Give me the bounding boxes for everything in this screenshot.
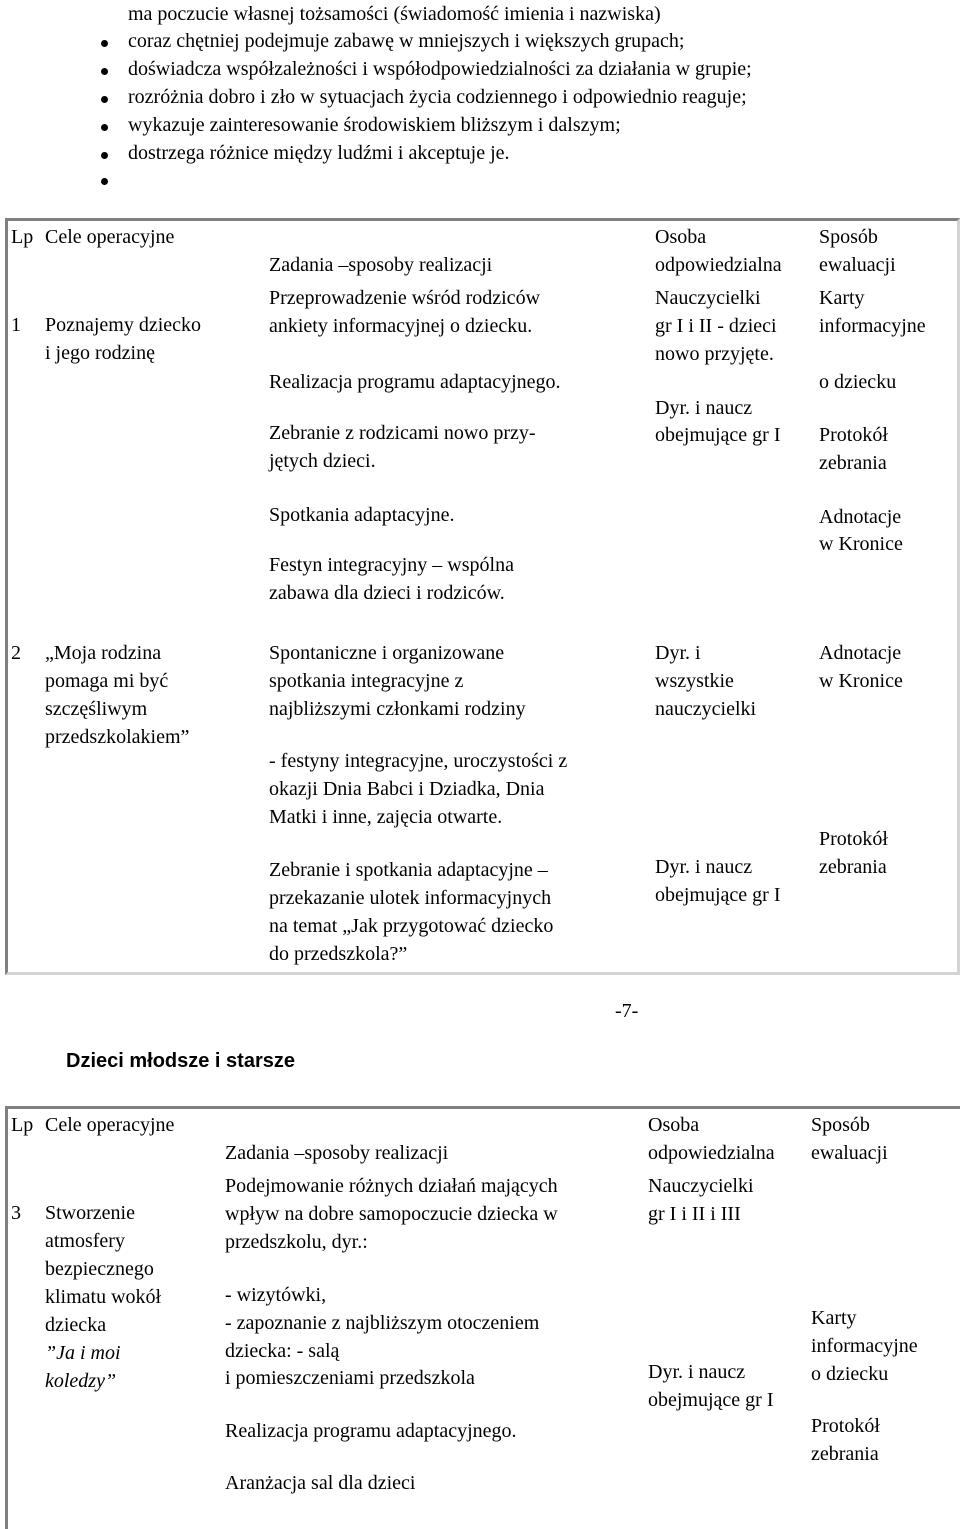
list-item: dostrzega różnice między ludźmi i akceptuje je.	[128, 142, 510, 164]
row3-task: Realizacja programu adaptacyjnego.	[225, 1420, 517, 1442]
row2-task: najbliższymi członkami rodziny	[269, 698, 526, 720]
bullet-icon	[101, 40, 108, 47]
row1-person: Dyr. i naucz	[655, 397, 753, 419]
row1-person: nowo przyjęte.	[655, 343, 774, 365]
row2-person: Dyr. i naucz	[655, 856, 753, 878]
row3-task: Podejmowanie różnych działań mających	[225, 1175, 558, 1197]
row1-eval: Adnotacje	[819, 506, 902, 528]
bullet-icon	[101, 178, 108, 185]
row3-task: wpływ na dobre samopoczucie dziecka w	[225, 1203, 558, 1225]
bullet-icon	[101, 68, 108, 75]
row3-person: Nauczycielki	[648, 1175, 754, 1197]
row1-task: Festyn integracyjny – wspólna	[269, 554, 514, 576]
header-person: Osoba	[655, 226, 707, 248]
t2-header-person-2: odpowiedzialna	[648, 1142, 775, 1164]
bullet-icon	[101, 152, 108, 159]
row2-eval: Protokół	[819, 828, 888, 850]
row1-eval: zebrania	[819, 452, 887, 474]
row3-eval: o dziecku	[811, 1363, 889, 1385]
row2-person: obejmujące gr I	[655, 884, 781, 906]
row3-person: obejmujące gr I	[648, 1389, 774, 1411]
bullet-icon	[101, 96, 108, 103]
row3-task: przedszkolu, dyr.:	[225, 1231, 368, 1253]
header-lp: Lp	[11, 226, 34, 248]
row3-goal: Stworzenie	[45, 1202, 135, 1224]
row3-eval: Protokół	[811, 1415, 880, 1437]
row3-goal: atmosfery	[45, 1230, 125, 1252]
row3-task: Aranżacja sal dla dzieci	[225, 1472, 416, 1494]
t2-header-person: Osoba	[648, 1114, 700, 1136]
row1-task: Realizacja programu adaptacyjnego.	[269, 371, 561, 393]
row1-goal: Poznajemy dziecko	[45, 314, 202, 336]
row3-person: Dyr. i naucz	[648, 1361, 746, 1383]
t2-header-lp: Lp	[11, 1114, 34, 1136]
row3-task: - wizytówki,	[225, 1284, 327, 1306]
header-tasks: Zadania –sposoby realizacji	[269, 254, 493, 276]
t2-header-goals: Cele operacyjne	[45, 1114, 175, 1136]
row3-lp: 3	[11, 1202, 21, 1224]
t2-header-tasks: Zadania –sposoby realizacji	[225, 1142, 449, 1164]
row1-eval: Karty	[819, 287, 865, 309]
row1-eval: Protokół	[819, 424, 888, 446]
list-item: doświadcza współzależności i współodpowiedzialności za działania w grupie;	[128, 58, 752, 80]
row2-goal: przedszkolakiem”	[45, 726, 190, 748]
row3-eval: informacyjne	[811, 1335, 918, 1357]
t2-header-eval: Sposób	[811, 1114, 870, 1136]
row2-task: Matki i inne, zajęcia otwarte.	[269, 806, 503, 828]
row2-task: Spontaniczne i organizowane	[269, 642, 505, 664]
row2-task: do przedszkola?”	[269, 943, 408, 965]
list-item: wykazuje zainteresowanie środowiskiem bliższym i dalszym;	[128, 114, 621, 136]
row1-goal-2: i jego rodzinę	[45, 342, 155, 364]
row2-goal: „Moja rodzina	[45, 642, 162, 664]
row1-lp: 1	[11, 314, 21, 336]
header-person-2: odpowiedzialna	[655, 254, 782, 276]
row1-eval: informacyjne	[819, 315, 926, 337]
row2-person: wszystkie	[655, 670, 734, 692]
row3-task: dziecka: - salą	[225, 1340, 340, 1362]
row2-task: okazji Dnia Babci i Dziadka, Dnia	[269, 778, 545, 800]
row2-person: nauczycielki	[655, 698, 757, 720]
row3-goal-italic: ”Ja i moi	[45, 1342, 121, 1364]
row1-task: zabawa dla dzieci i rodziców.	[269, 582, 505, 604]
row1-person: Nauczycielki	[655, 287, 761, 309]
row2-eval: Adnotacje	[819, 642, 902, 664]
row1-eval: w Kronice	[819, 533, 903, 555]
bullet-icon	[101, 124, 108, 131]
row2-goal: pomaga mi być	[45, 670, 169, 692]
row3-eval: zebrania	[811, 1443, 879, 1465]
row3-task: i pomieszczeniami przedszkola	[225, 1367, 475, 1389]
row2-lp: 2	[11, 642, 21, 664]
row2-task: na temat „Jak przygotować dziecko	[269, 915, 554, 937]
row2-eval: zebrania	[819, 856, 887, 878]
header-eval: Sposób	[819, 226, 878, 248]
row3-goal-italic: koledzy”	[45, 1370, 117, 1392]
row3-person: gr I i II i III	[648, 1203, 741, 1225]
list-item: coraz chętniej podejmuje zabawę w mniejszych i większych grupach;	[128, 30, 685, 52]
row2-goal: szczęśliwym	[45, 698, 148, 720]
list-item: rozróżnia dobro i zło w sytuacjach życia codziennego i odpowiednio reaguje;	[128, 86, 747, 108]
row3-goal: bezpiecznego	[45, 1258, 154, 1280]
row2-task: przekazanie ulotek informacyjnych	[269, 887, 552, 909]
row2-eval: w Kronice	[819, 670, 903, 692]
row2-task: - festyny integracyjne, uroczystości z	[269, 750, 568, 772]
row3-goal: dziecka	[45, 1314, 107, 1336]
row1-task: Spotkania adaptacyjne.	[269, 504, 455, 526]
row1-person: obejmujące gr I	[655, 424, 781, 446]
row3-goal: klimatu wokół	[45, 1286, 162, 1308]
page-number: -7-	[615, 1000, 639, 1022]
row1-task: jętych dzieci.	[269, 450, 376, 472]
list-item: ma poczucie własnej tożsamości (świadomość imienia i nazwiska)	[128, 3, 661, 25]
row3-eval: Karty	[811, 1307, 857, 1329]
row1-task: ankiety informacyjnej o dziecku.	[269, 315, 533, 337]
row1-task: Przeprowadzenie wśród rodziców	[269, 287, 541, 309]
row2-person: Dyr. i	[655, 642, 701, 664]
header-eval-2: ewaluacji	[819, 254, 896, 276]
t2-header-eval-2: ewaluacji	[811, 1142, 888, 1164]
row1-task: Zebranie z rodzicami nowo przy-	[269, 422, 536, 444]
row3-task: - zapoznanie z najbliższym otoczeniem	[225, 1312, 540, 1334]
row2-task: spotkania integracyjne z	[269, 670, 464, 692]
header-goals: Cele operacyjne	[45, 226, 175, 248]
row1-eval: o dziecku	[819, 371, 897, 393]
row1-person: gr I i II - dzieci	[655, 315, 777, 337]
row2-task: Zebranie i spotkania adaptacyjne –	[269, 859, 548, 881]
section-title: Dzieci młodsze i starsze	[66, 1050, 295, 1072]
